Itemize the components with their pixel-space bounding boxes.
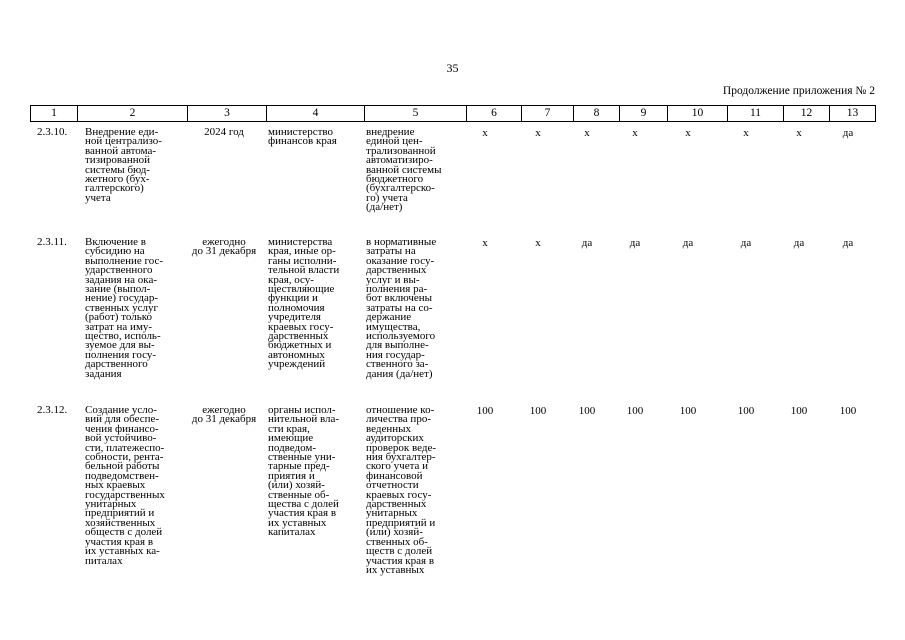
header-cell: 5	[365, 106, 467, 122]
row-number: 2.3.11.	[37, 236, 67, 248]
measure-text: Включение в субсидию на выполнение гос- ударственного задания на ока- зание (выпол- нение) государ- ственных услуг (работ) только затрат на иму- щество, исполь- зуемое для вы- полнения госу- дарственного задания	[85, 236, 164, 380]
header-table	[30, 105, 876, 122]
term-text: ежегодно до 31 декабря	[191, 404, 257, 426]
value-2030: да	[793, 237, 805, 249]
header-cell: 11	[728, 106, 784, 122]
term-text: ежегодно до 31 декабря	[191, 236, 257, 258]
value-2024: 100	[476, 405, 494, 417]
header-cell: 12	[784, 106, 830, 122]
header-cell: 1	[31, 106, 78, 122]
value-2025: 100	[529, 405, 547, 417]
value-2028: х	[685, 127, 691, 139]
continuation-caption: Продолжение приложения № 2	[722, 85, 875, 97]
indicator-text: в нормативные затраты на оказание госу- дарственных услуг и вы- полнения ра- бот включены затраты на со- держание имущества, используемого для выполне- ния государ- ственного за- дания (да/нет)	[366, 236, 437, 380]
header-cell: 6	[467, 106, 522, 122]
value-2026: 100	[578, 405, 596, 417]
executor-text: органы испол- нительной вла- сти края, имеющие подведом- ственные уни- тарные пред- приятия и (или) хозяй- ственные об- щества с долей участия края в их уставных капиталах	[268, 404, 340, 539]
value-target: да	[842, 237, 854, 249]
value-2028: да	[682, 237, 694, 249]
value-2025: х	[535, 237, 541, 249]
header-cell: 10	[668, 106, 728, 122]
value-2027: х	[632, 127, 638, 139]
value-2024: х	[482, 237, 488, 249]
value-2026: х	[584, 127, 590, 139]
term-text: 2024 год	[204, 126, 244, 138]
measure-text: Внедрение еди- ной централизо- ванной автома- тизированной системы бюд- жетного (бух- галтерского) учета	[85, 126, 162, 204]
value-2029: х	[743, 127, 749, 139]
value-2028: 100	[679, 405, 697, 417]
value-2025: х	[535, 127, 541, 139]
executor-text: министерство финансов края	[268, 126, 337, 148]
value-2026: да	[581, 237, 593, 249]
value-2027: 100	[626, 405, 644, 417]
row-number: 2.3.10.	[37, 126, 68, 138]
value-2029: да	[740, 237, 752, 249]
indicator-text: отношение ко- личества про- веденных аудиторских проверок веде- ния бухгалтер- ского учета и финансовой отчетности краевых госу- дарственных унитарных предприятий и (или) хозяй- ственных об- ществ с долей участия края в их уставных	[366, 404, 437, 576]
header-cell: 4	[267, 106, 365, 122]
header-cell: 7	[522, 106, 574, 122]
page-number: 35	[446, 61, 459, 75]
header-cell: 3	[188, 106, 267, 122]
value-2030: х	[796, 127, 802, 139]
value-2024: х	[482, 127, 488, 139]
header-cell: 8	[574, 106, 620, 122]
row-number: 2.3.12.	[37, 404, 68, 416]
value-target: да	[842, 127, 854, 139]
header-cell: 13	[830, 106, 876, 122]
value-target: 100	[839, 405, 857, 417]
measure-text: Создание усло- вий для обеспе- чения финансо- вой устойчиво- сти, платежеспо- собности, рента- бельной работы подведомствен- ных краевых государственных унитарных предприятий и хозяйственных обществ с долей участия края в их уставных ка- питалах	[85, 404, 165, 567]
executor-text: министерства края, иные ор- ганы исполни- тельной власти края, осу- ществляющие функции и полномочия учредителя краевых госу- дарственных бюджетных и автономных учреждений	[268, 236, 340, 371]
header-cell: 9	[620, 106, 668, 122]
indicator-text: внедрение единой цен- трализованной автоматизиро- ванной системы бюджетного (бухгалтерско- го) учета (да/нет)	[366, 126, 442, 214]
value-2030: 100	[790, 405, 808, 417]
value-2029: 100	[737, 405, 755, 417]
value-2027: да	[629, 237, 641, 249]
header-cell: 2	[78, 106, 188, 122]
